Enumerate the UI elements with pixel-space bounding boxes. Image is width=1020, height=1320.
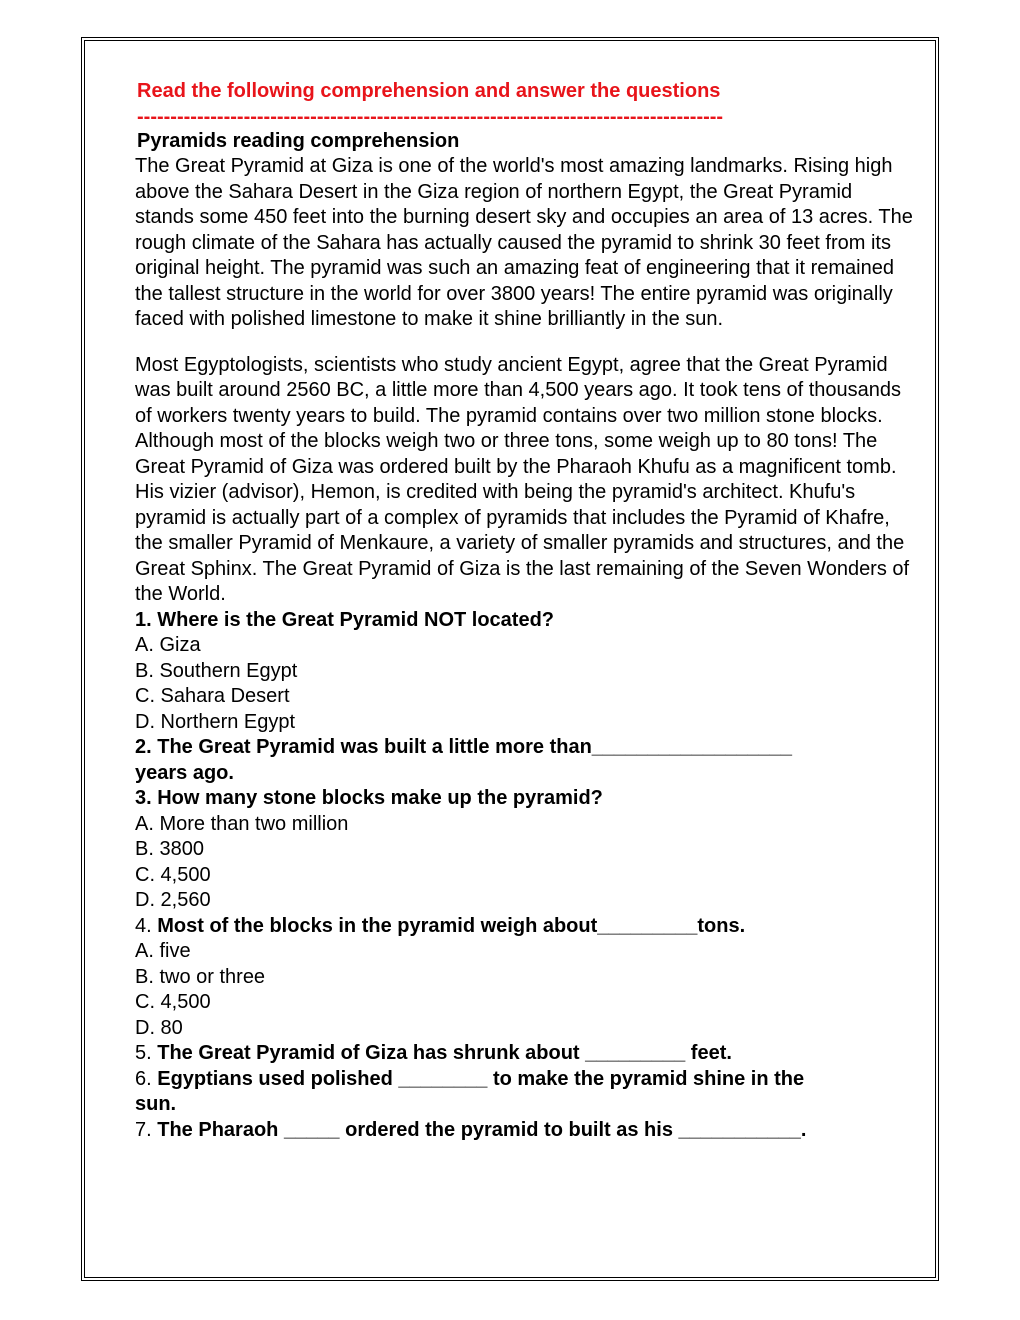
question-3-option-d[interactable]: D. 2,560 [135, 889, 211, 911]
question-5-number: 5. [135, 1042, 158, 1064]
passage-paragraph-1: The Great Pyramid at Giza is one of the world's most amazing landmarks. Rising high above the Sahara Desert in the Giza region of northern Egypt, the Great Pyramid stands some 450 feet into the burning desert sky and occupies an area of 13 acres. The rough climate of the Sahara has actually caused the pyramid to shrink 30 feet from its original height. The pyramid was such an amazing feat of engineering that it remained the tallest structure in the world for over 3800 years! The entire pyramid was originally faced with polished limestone to make it shine brilliantly in the sun. [135, 155, 913, 330]
question-3-text: 3. How many stone blocks make up the pyramid? [135, 787, 603, 809]
question-1-option-c[interactable]: C. Sahara Desert [135, 685, 290, 707]
question-5 [135, 1041, 915, 1067]
question-4-option-d[interactable]: D. 80 [135, 1016, 183, 1039]
question-7-text: The Pharaoh _____ ordered the pyramid to built as his ___________. [157, 1118, 807, 1141]
question-5-text: The Great Pyramid of Giza has shrunk about _________ feet. [157, 1042, 732, 1064]
question-1-option-d[interactable]: D. Northern Egypt [135, 710, 296, 733]
question-3 [135, 786, 915, 914]
question-4-option-c[interactable]: C. 4,500 [135, 991, 211, 1013]
question-1-option-b[interactable]: B. Southern Egypt [135, 659, 298, 682]
question-3-option-b[interactable]: B. 3800 [135, 838, 204, 860]
question-4-number: 4. [135, 914, 158, 937]
instruction-heading: Read the following comprehension and answer the questions [137, 80, 721, 102]
question-6-number: 6. [135, 1067, 158, 1090]
question-6-text: Egyptians used polished ________ to make the pyramid shine in the [157, 1067, 805, 1090]
question-4-line [135, 914, 915, 940]
question-4-option-b[interactable]: B. two or three [135, 965, 266, 988]
question-4-text: Most of the blocks in the pyramid weigh about_________tons. [157, 914, 746, 937]
question-3-option-c[interactable]: C. 4,500 [135, 863, 211, 886]
question-6-text-continued: sun. [135, 1093, 177, 1115]
passage-title: Pyramids reading comprehension [137, 129, 460, 152]
question-1-option-a[interactable]: A. Giza [135, 634, 201, 656]
question-2 [135, 735, 915, 786]
separator-line: ---------------------------------------------------------------------------------------- [137, 105, 724, 128]
question-2-text-continued: years ago. [135, 761, 234, 784]
question-3-option-a[interactable]: A. More than two million [135, 812, 349, 835]
question-6 [135, 1067, 915, 1118]
question-1 [135, 608, 915, 736]
question-1-text: 1. Where is the Great Pyramid NOT located? [135, 608, 555, 631]
question-7 [135, 1118, 915, 1144]
question-6-line [135, 1067, 915, 1093]
question-4-option-a[interactable]: A. five [135, 940, 191, 962]
question-4 [135, 914, 915, 1042]
question-7-number: 7. [135, 1118, 158, 1141]
passage-paragraph-2: Most Egyptologists, scientists who study ancient Egypt, agree that the Great Pyramid was built around 2560 BC, a little more than 4,500 years ago. It took tens of thousands of workers twenty years to build. The pyramid contains over two million stone blocks. Although most of the blocks weigh two or three tons, some weigh up to 80 tons! The Great Pyramid of Giza was ordered built by the Pharaoh Khufu as a magnificent tomb. His vizier (advisor), Hemon, is credited with being the pyramid's architect. Khufu's pyramid is actually part of a complex of pyramids that includes the Pyramid of Khafre, the smaller Pyramid of Menkaure, a variety of smaller pyramids and structures, and the Great Sphinx. The Great Pyramid of Giza is the last remaining of the Seven Wonders of the World. [135, 353, 910, 605]
worksheet-content [135, 79, 915, 1143]
question-2-text: 2. The Great Pyramid was built a little more than__________________ [135, 736, 793, 758]
